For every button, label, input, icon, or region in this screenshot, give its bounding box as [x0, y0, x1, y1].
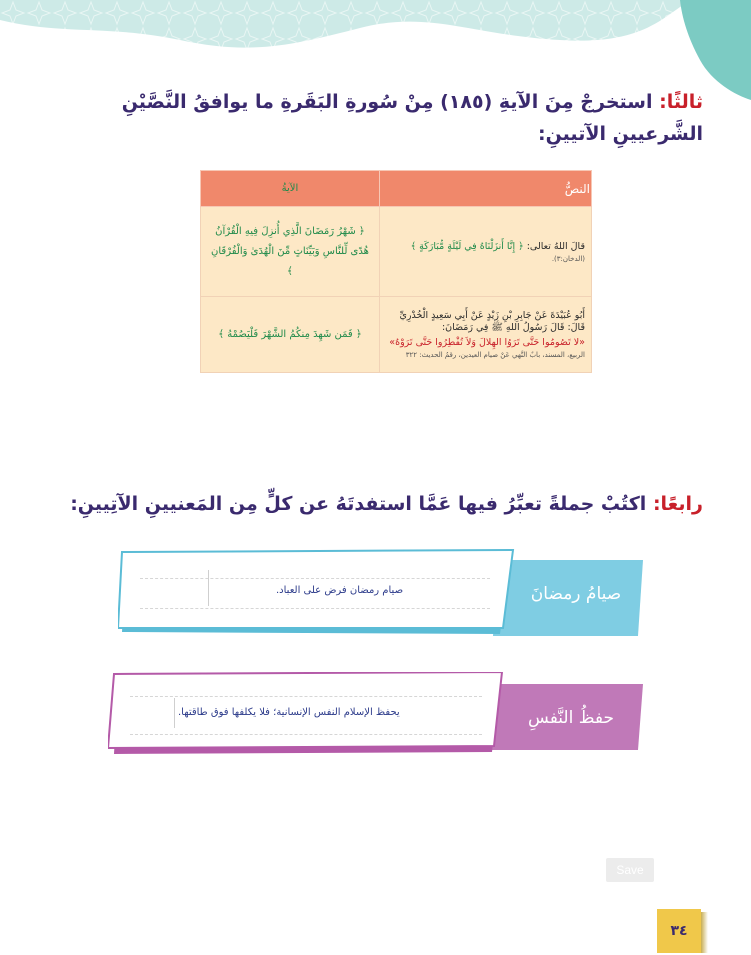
card-ramadan-label: صيامُ رمضانَ [530, 584, 622, 604]
row2-quote: «لا تَصُومُوا حَتَّى تَرَوُا الهِلالَ وَلاَ تُفْطِرُوا حَتَّى تَرَوْهُ» [389, 337, 585, 349]
section4-instruction: اكتُبْ جملةً تعبِّرُ فيها عَمَّا استفدتَهُ عن كلٍّ مِن المَعنيينِ الآتِيينِ: [70, 493, 647, 515]
section4-lead: رابعًا: [652, 493, 703, 515]
row1-prefix: قالَ اللهُ تعالى: [523, 240, 585, 252]
table-cell-text [379, 297, 591, 373]
section3-heading [53, 86, 703, 150]
table-row [201, 297, 592, 373]
page-number: ٣٤ [657, 909, 701, 953]
save-button[interactable]: Save [606, 858, 654, 882]
table-cell-text [379, 207, 591, 297]
section3-lead: ثالثًا: [659, 91, 703, 113]
section3-instruction: استخرجْ مِنَ الآيةِ (١٨٥) مِنْ سُورةِ البَقَرةِ ما يوافقُ النَّصَّيْنِ الشَّرعيينِ الآتيينِ: [121, 91, 703, 145]
card-self-answer[interactable]: يحفظ الإسلام النفس الإنسانية؛ فلا يكلفها فوق طاقتها. [178, 707, 400, 718]
table-header-ayah: الآيةُ [201, 171, 380, 207]
section4-heading [53, 488, 703, 520]
table-cell-ayah: ﴿ فَمَن شَهِدَ مِنكُمُ الشَّهْرَ فَلْيَصُمْهُ ﴾ [201, 297, 380, 373]
row1-ref: (الدخان:٣). [551, 254, 585, 263]
row2-prefix: أَبُو عُبَيْدَةَ عَنْ جَابِرِ بْنِ زَيْدٍ عَنْ أَبِي سَعِيدٍ الْخُدْرِيِّ قَالَ: قَالَ رَسُولُ اللهِ ﷺ فِي رَمَضَانَ: [399, 310, 585, 334]
texts-table [200, 170, 592, 373]
table-cell-ayah: ﴿ شَهْرُ رَمَضَانَ الَّذِي أُنزِلَ فِيهِ الْقُرْآنُ هُدًى لِّلنَّاسِ وَبَيِّنَاتٍ مِّنَ الْهُدَىٰ وَالْفُرْقَانِ ﴾ [201, 207, 380, 297]
table-header-text: النصُّ [379, 171, 591, 207]
row2-ref: الربيع، المسند، بابٌ النَّهي عَنْ صيام العيدين، رقمُ الحديث: ٣٢٢ [405, 351, 585, 360]
table-row [201, 207, 592, 297]
card-self-preservation [108, 672, 643, 758]
row1-quote: ﴿ إِنَّا أَنزَلْنَاهُ فِي لَيْلَةٍ مُّبَارَكَةٍ ﴾ [410, 240, 524, 252]
card-ramadan-fasting [118, 548, 643, 642]
card-ramadan-answer[interactable]: صيام رمضان فرض على العباد. [276, 585, 404, 596]
page-number-shadow [700, 912, 708, 953]
card-self-label: حفظُ النَّفسِ [528, 708, 614, 728]
